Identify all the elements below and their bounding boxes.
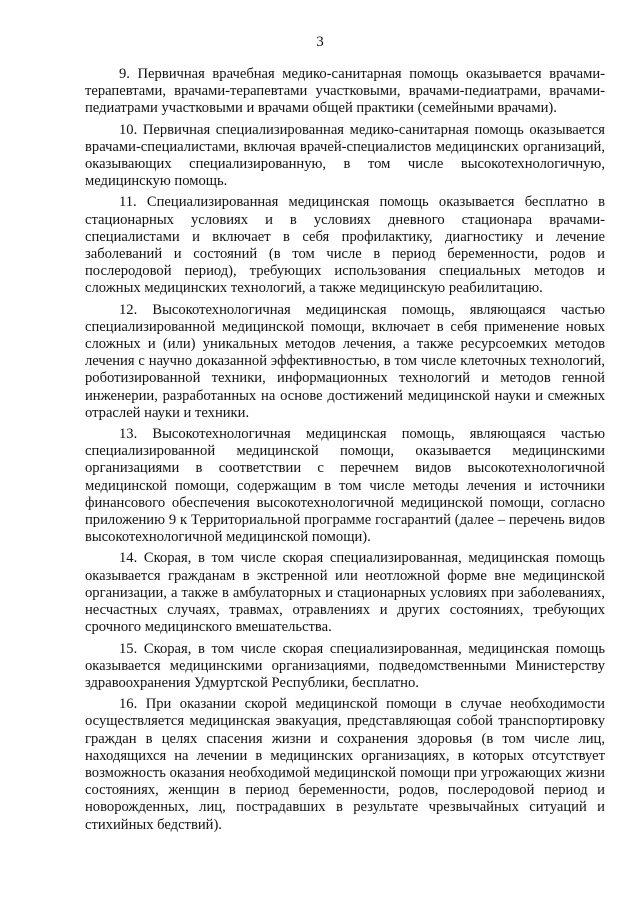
paragraph-11: 11. Специализированная медицинская помощь оказывается бесплатно в стационарных условиях и в условиях дневного стационара врачами-специалистами и включает в себя профилактику, диагностику и лечение заболеваний и состояний (в том числе в период беременности, родов и послеродовой период), требующих использования специальных методов и сложных медицинских технологий, а также медицинскую реабилитацию. — [85, 194, 605, 297]
paragraph-15: 15. Скорая, в том числе скорая специализированная, медицинская помощь оказывается медицинскими организациями, подведомственными Министерству здравоохранения Удмуртской Республики, бесплатно. — [85, 640, 605, 691]
page-number: 3 — [316, 34, 324, 50]
paragraph-9: 9. Первичная врачебная медико-санитарная помощь оказывается врачами-терапевтами, врачами-терапевтами участковыми, врачами-педиатрами, врачами-педиатрами участковыми и врачами общей практики (семейными врачами). — [85, 66, 605, 117]
document-body — [85, 66, 605, 838]
paragraph-16: 16. При оказании скорой медицинской помощи в случае необходимости осуществляется медицинская эвакуация, представляющая собой транспортировку граждан в целях спасения жизни и сохранения здоровья (в том числе лиц, находящихся на лечении в медицинских организациях, в которых отсутствует возможность оказания необходимой медицинской помощи при угрожающих жизни состояниях, женщин в период беременности, родов, послеродовой период и новорожденных, лиц, пострадавших в результате чрезвычайных ситуаций и стихийных бедствий). — [85, 696, 605, 833]
paragraph-10: 10. Первичная специализированная медико-санитарная помощь оказывается врачами-специалистами, включая врачей-специалистов медицинских организаций, оказывающих специализированную, в том числе высокотехнологичную, медицинскую помощь. — [85, 121, 605, 190]
paragraph-12: 12. Высокотехнологичная медицинская помощь, являющаяся частью специализированной медицинской помощи, включает в себя применение новых сложных и (или) уникальных методов лечения, а также ресурсоемких методов лечения с научно доказанной эффективностью, в том числе клеточных технологий, роботизированной техники, информационных технологий и методов генной инженерии, разработанных на основе достижений медицинской науки и смежных отраслей науки и техники. — [85, 301, 605, 421]
paragraph-13: 13. Высокотехнологичная медицинская помощь, являющаяся частью специализированной медицинской помощи, оказывается медицинскими организациями в соответствии с перечнем видов высокотехнологичной медицинской помощи, содержащим в том числе методы лечения и источники финансового обеспечения высокотехнологичной медицинской помощи, согласно приложению 9 к Территориальной программе госгарантий (далее – перечень видов высокотехнологичной медицинской помощи). — [85, 426, 605, 546]
paragraph-14: 14. Скорая, в том числе скорая специализированная, медицинская помощь оказывается гражданам в экстренной или неотложной форме вне медицинской организации, а также в амбулаторных и стационарных условиях при заболеваниях, несчастных случаях, травмах, отравлениях и других состояниях, требующих срочного медицинского вмешательства. — [85, 550, 605, 636]
